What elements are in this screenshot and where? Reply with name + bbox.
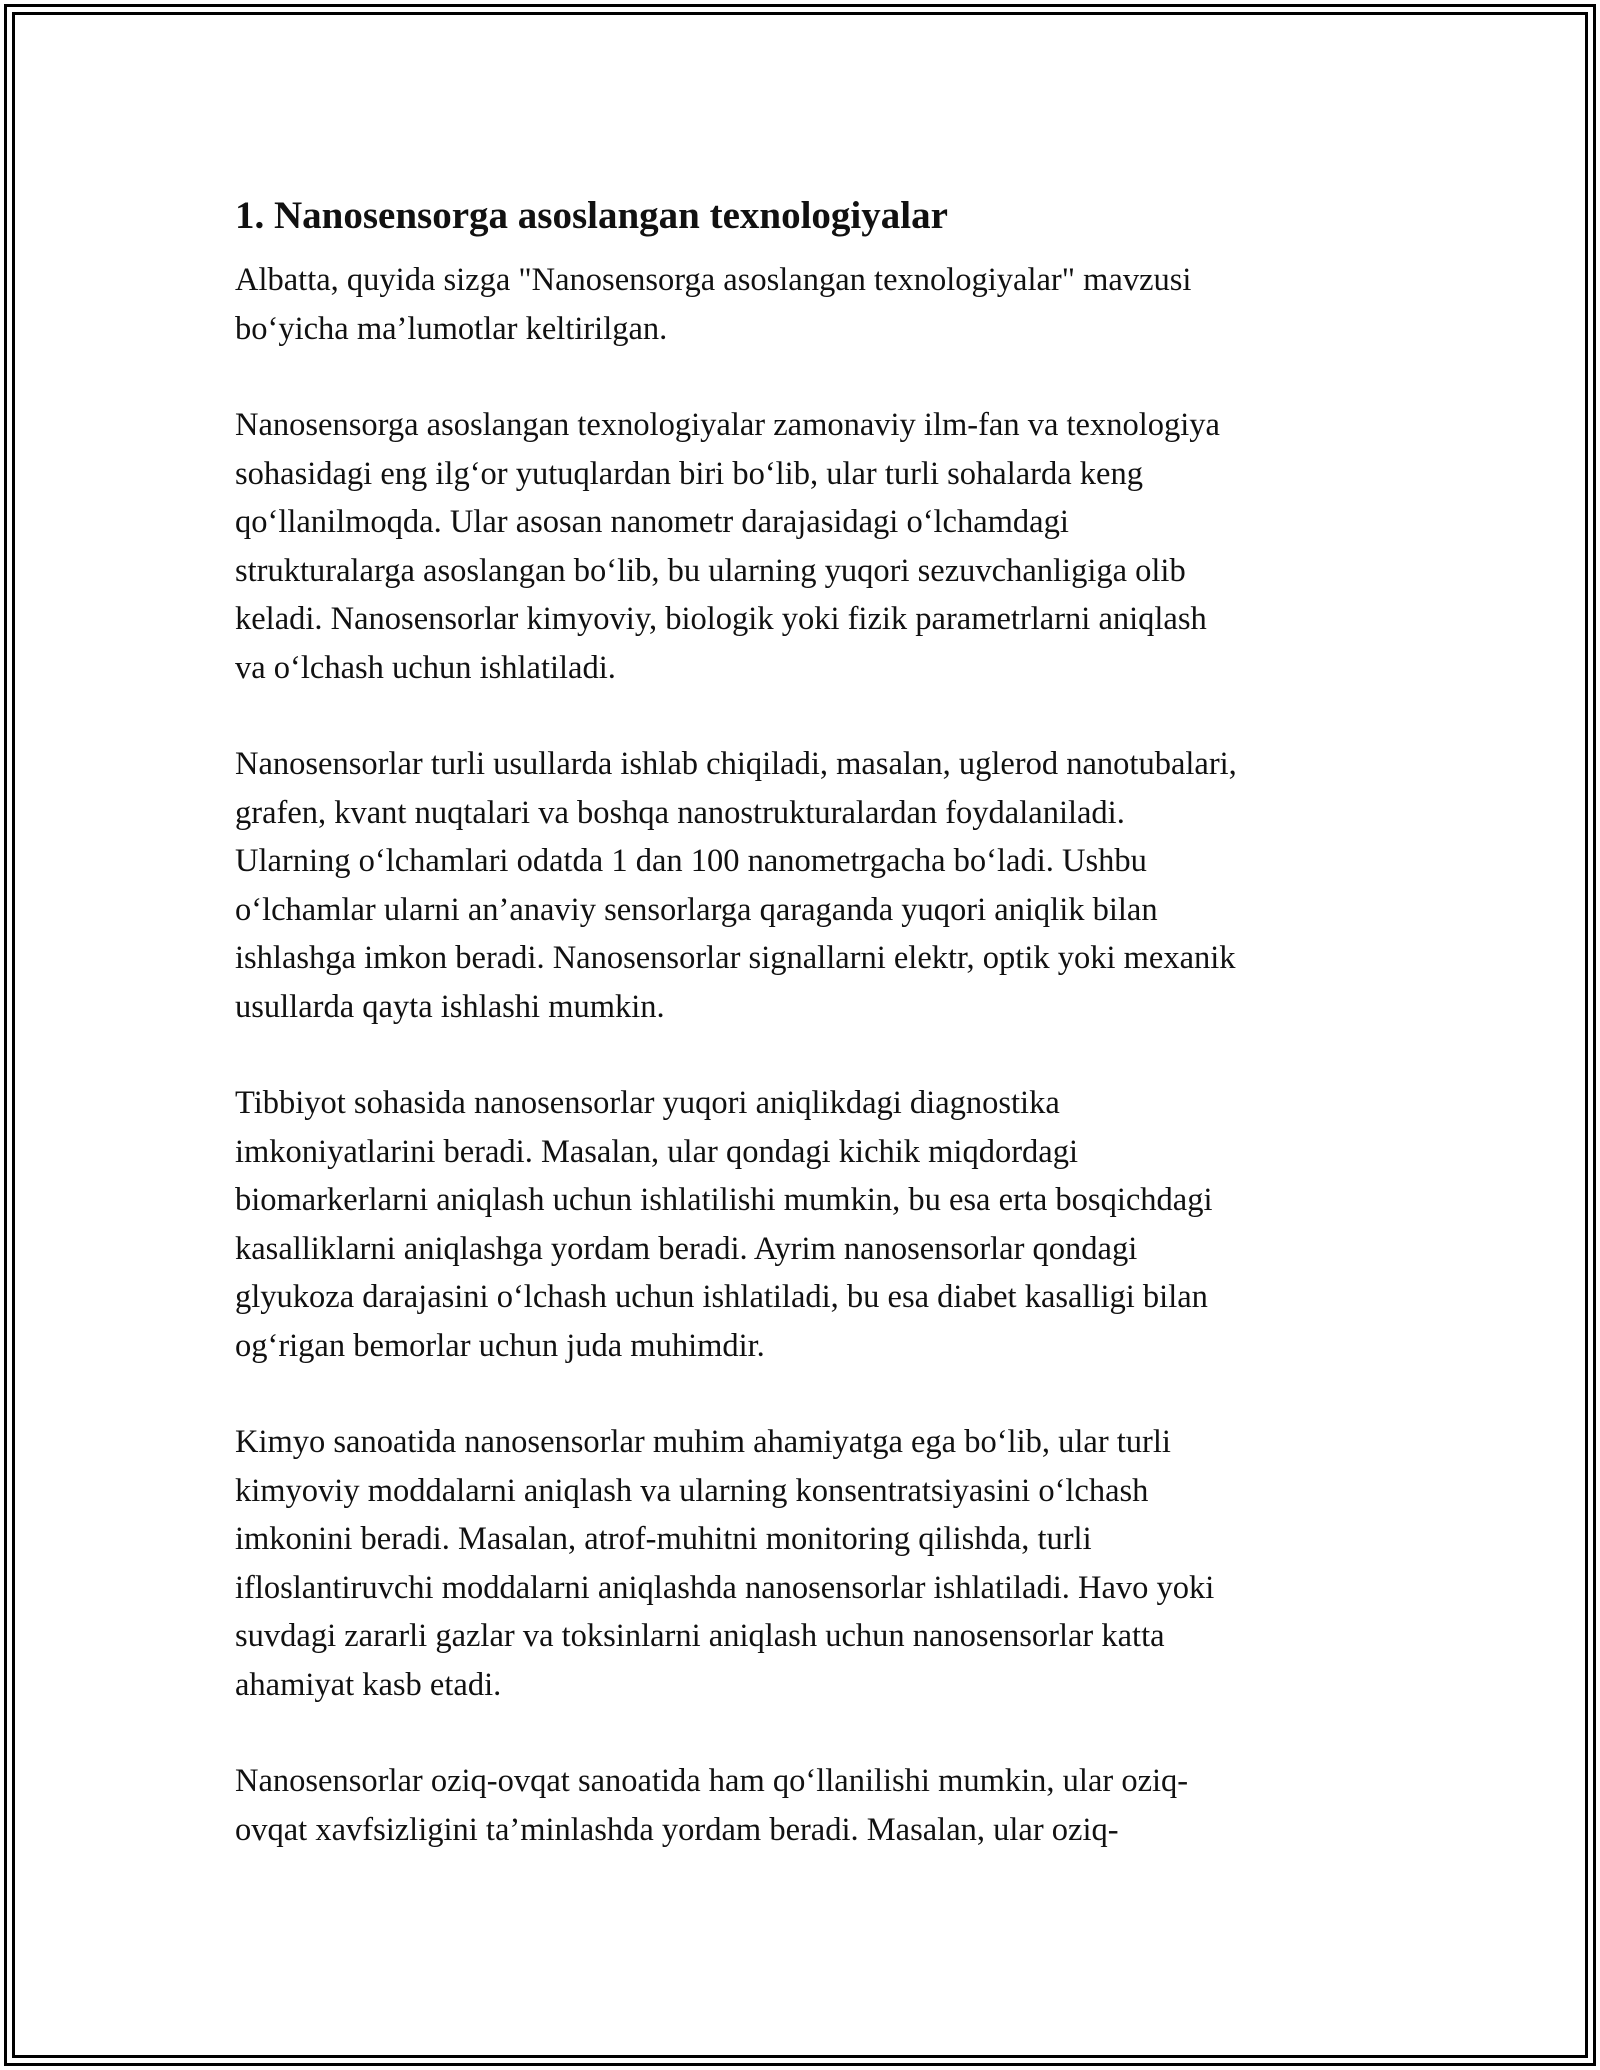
line: Tibbiyot sohasida nanosensorlar yuqori aniqlikdagi diagnostika — [235, 1085, 1060, 1121]
line: imkoniyatlarini beradi. Masalan, ular qondagi kichik miqdordagi — [235, 1133, 1078, 1170]
line: og‘rigan bemorlar uchun juda muhimdir. — [235, 1327, 765, 1364]
paragraph-chemistry — [235, 1418, 1385, 1709]
paragraph-intro — [235, 256, 1385, 353]
line: o‘lchamlar ularni an’anaviy sensorlarga qaraganda yuqori aniqlik bilan — [235, 891, 1158, 928]
document-body — [235, 188, 1385, 1854]
line: grafen, kvant nuqtalari va boshqa nanostrukturalardan foydalaniladi. — [235, 794, 1125, 831]
line: Nanosensorlar turli usullarda ishlab chiqiladi, masalan, uglerod nanotubalari, — [235, 746, 1237, 782]
line: ahamiyat kasb etadi. — [235, 1666, 502, 1703]
line: Albatta, quyida sizga "Nanosensorga asoslangan texnologiyalar" mavzusi — [235, 262, 1192, 298]
line: Nanosensorga asoslangan texnologiyalar zamonaviy ilm-fan va texnologiya — [235, 407, 1220, 443]
line: bo‘yicha ma’lumotlar keltirilgan. — [235, 310, 668, 347]
section-heading: 1. Nanosensorga asoslangan texnologiyalar — [235, 194, 948, 237]
line: usullarda qayta ishlashi mumkin. — [235, 988, 665, 1025]
paragraph-medicine — [235, 1079, 1385, 1370]
line: ifloslantiruvchi moddalarni aniqlashda nanosensorlar ishlatiladi. Havo yoki — [235, 1569, 1215, 1606]
line: biomarkerlarni aniqlash uchun ishlatilishi mumkin, bu esa erta bosqichdagi — [235, 1182, 1213, 1218]
line: kasalliklarni aniqlashga yordam beradi. Ayrim nanosensorlar qondagi — [235, 1230, 1138, 1267]
line: imkonini beradi. Masalan, atrof-muhitni monitoring qilishda, turli — [235, 1521, 1092, 1557]
line: Nanosensorlar oziq-ovqat sanoatida ham qo‘llanilishi mumkin, ular oziq- — [235, 1763, 1189, 1799]
line: Kimyo sanoatida nanosensorlar muhim ahamiyatga ega bo‘lib, ular turli — [235, 1424, 1171, 1460]
line: kimyoviy moddalarni aniqlash va ularning konsentratsiyasini o‘lchash — [235, 1472, 1149, 1509]
line: sohasidagi eng ilg‘or yutuqlardan biri bo‘lib, ular turli sohalarda keng — [235, 455, 1143, 492]
line: ovqat xavfsizligini ta’minlashda yordam beradi. Masalan, ular oziq- — [235, 1811, 1119, 1848]
line: Ularning o‘lchamlari odatda 1 dan 100 nanometrgacha bo‘ladi. Ushbu — [235, 843, 1147, 879]
line: keladi. Nanosensorlar kimyoviy, biologik yoki fizik parametrlarni aniqlash — [235, 601, 1207, 637]
line: qo‘llanilmoqda. Ular asosan nanometr darajasidagi o‘lchamdagi — [235, 504, 1069, 540]
line: va o‘lchash uchun ishlatiladi. — [235, 649, 616, 686]
line: strukturalarga asoslangan bo‘lib, bu ularning yuqori sezuvchanligiga olib — [235, 552, 1186, 589]
line: ishlashga imkon beradi. Nanosensorlar signallarni elektr, optik yoki mexanik — [235, 940, 1236, 976]
paragraph-overview — [235, 401, 1385, 692]
line: suvdagi zararli gazlar va toksinlarni aniqlash uchun nanosensorlar katta — [235, 1618, 1165, 1654]
paragraph-manufacturing — [235, 740, 1385, 1031]
line: glyukoza darajasini o‘lchash uchun ishlatiladi, bu esa diabet kasalligi bilan — [235, 1279, 1208, 1315]
paragraph-food — [235, 1757, 1385, 1854]
